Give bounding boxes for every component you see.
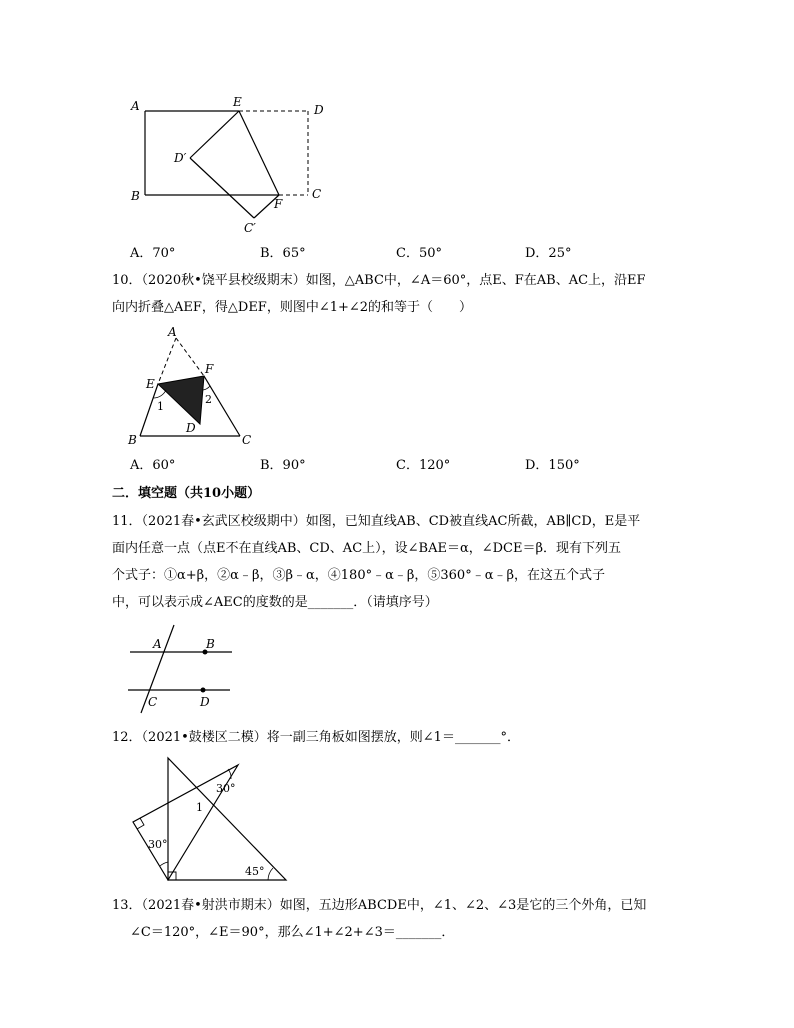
q11-text-line1: 11．（2021春•玄武区校级期中）如图，已知直线AB、CD被直线AC所截，AB∥CD，E是平 — [112, 514, 641, 529]
section-heading: 二．填空题（共10小题） — [112, 486, 261, 501]
label-A: A — [131, 99, 140, 113]
angle-2-label: 2 — [205, 393, 212, 406]
q9-option-c[interactable]: C．50° — [396, 246, 442, 261]
label-A: A — [168, 325, 177, 339]
label-D: D — [314, 103, 324, 117]
q13-text-line2: ∠C＝120°，∠E＝90°，那么∠1+∠2+∠3＝_______． — [130, 925, 455, 940]
label-B: B — [131, 189, 140, 203]
q9-option-b[interactable]: B．65° — [260, 246, 306, 261]
label-D: D — [186, 421, 196, 435]
label-C: C — [242, 433, 252, 447]
label-A: A — [153, 637, 162, 651]
q13-text-line1: 13．（2021春•射洪市期末）如图，五边形ABCDE中，∠1、∠2、∠3是它的三个外角，已知 — [112, 898, 647, 913]
q10-option-c[interactable]: C．120° — [396, 458, 451, 473]
q10-option-d[interactable]: D．150° — [525, 458, 580, 473]
angle-30-left-label: 30° — [148, 838, 168, 851]
label-F: F — [205, 362, 214, 376]
q11-text-line4: 中，可以表示成∠AEC的度数的是_______．（请填序号） — [112, 595, 438, 610]
label-D: D — [200, 695, 210, 709]
q12-text-line1: 12．（2021•鼓楼区二模）将一副三角板如图摆放，则∠1＝_______°． — [112, 730, 520, 745]
label-E: E — [233, 95, 242, 109]
angle-30-top-label: 30° — [216, 782, 236, 795]
label-D-prime: D′ — [174, 151, 187, 165]
q10-option-b[interactable]: B．90° — [260, 458, 306, 473]
label-B: B — [206, 637, 215, 651]
label-E: E — [146, 377, 155, 391]
label-C: C — [148, 695, 158, 709]
label-F: F — [274, 197, 283, 211]
label-B: B — [128, 433, 137, 447]
label-C: C — [312, 187, 322, 201]
q9-option-d[interactable]: D．25° — [525, 246, 572, 261]
angle-1-label: 1 — [196, 801, 203, 814]
q9-option-a[interactable]: A．70° — [130, 246, 176, 261]
label-C-prime: C′ — [244, 221, 256, 235]
q10-text-line2: 向内折叠△AEF，得△DEF，则图中∠1+∠2的和等于（ ） — [112, 300, 473, 315]
angle-45-label: 45° — [245, 865, 265, 878]
q10-text-line1: 10．（2020秋•饶平县校级期末）如图，△ABC中，∠A＝60°，点E、F在AB、AC上，沿EF — [112, 273, 646, 288]
q11-text-line3: 个式子：①α+β，②α﹣β，③β﹣α，④180°﹣α﹣β，⑤360°﹣α﹣β，在这五个式子 — [112, 568, 605, 583]
angle-1-label: 1 — [157, 400, 164, 413]
q11-text-line2: 面内任意一点（点E不在直线AB、CD、AC上），设∠BAE＝α，∠DCE＝β．现有下列五 — [112, 541, 622, 556]
q10-option-a[interactable]: A．60° — [130, 458, 176, 473]
